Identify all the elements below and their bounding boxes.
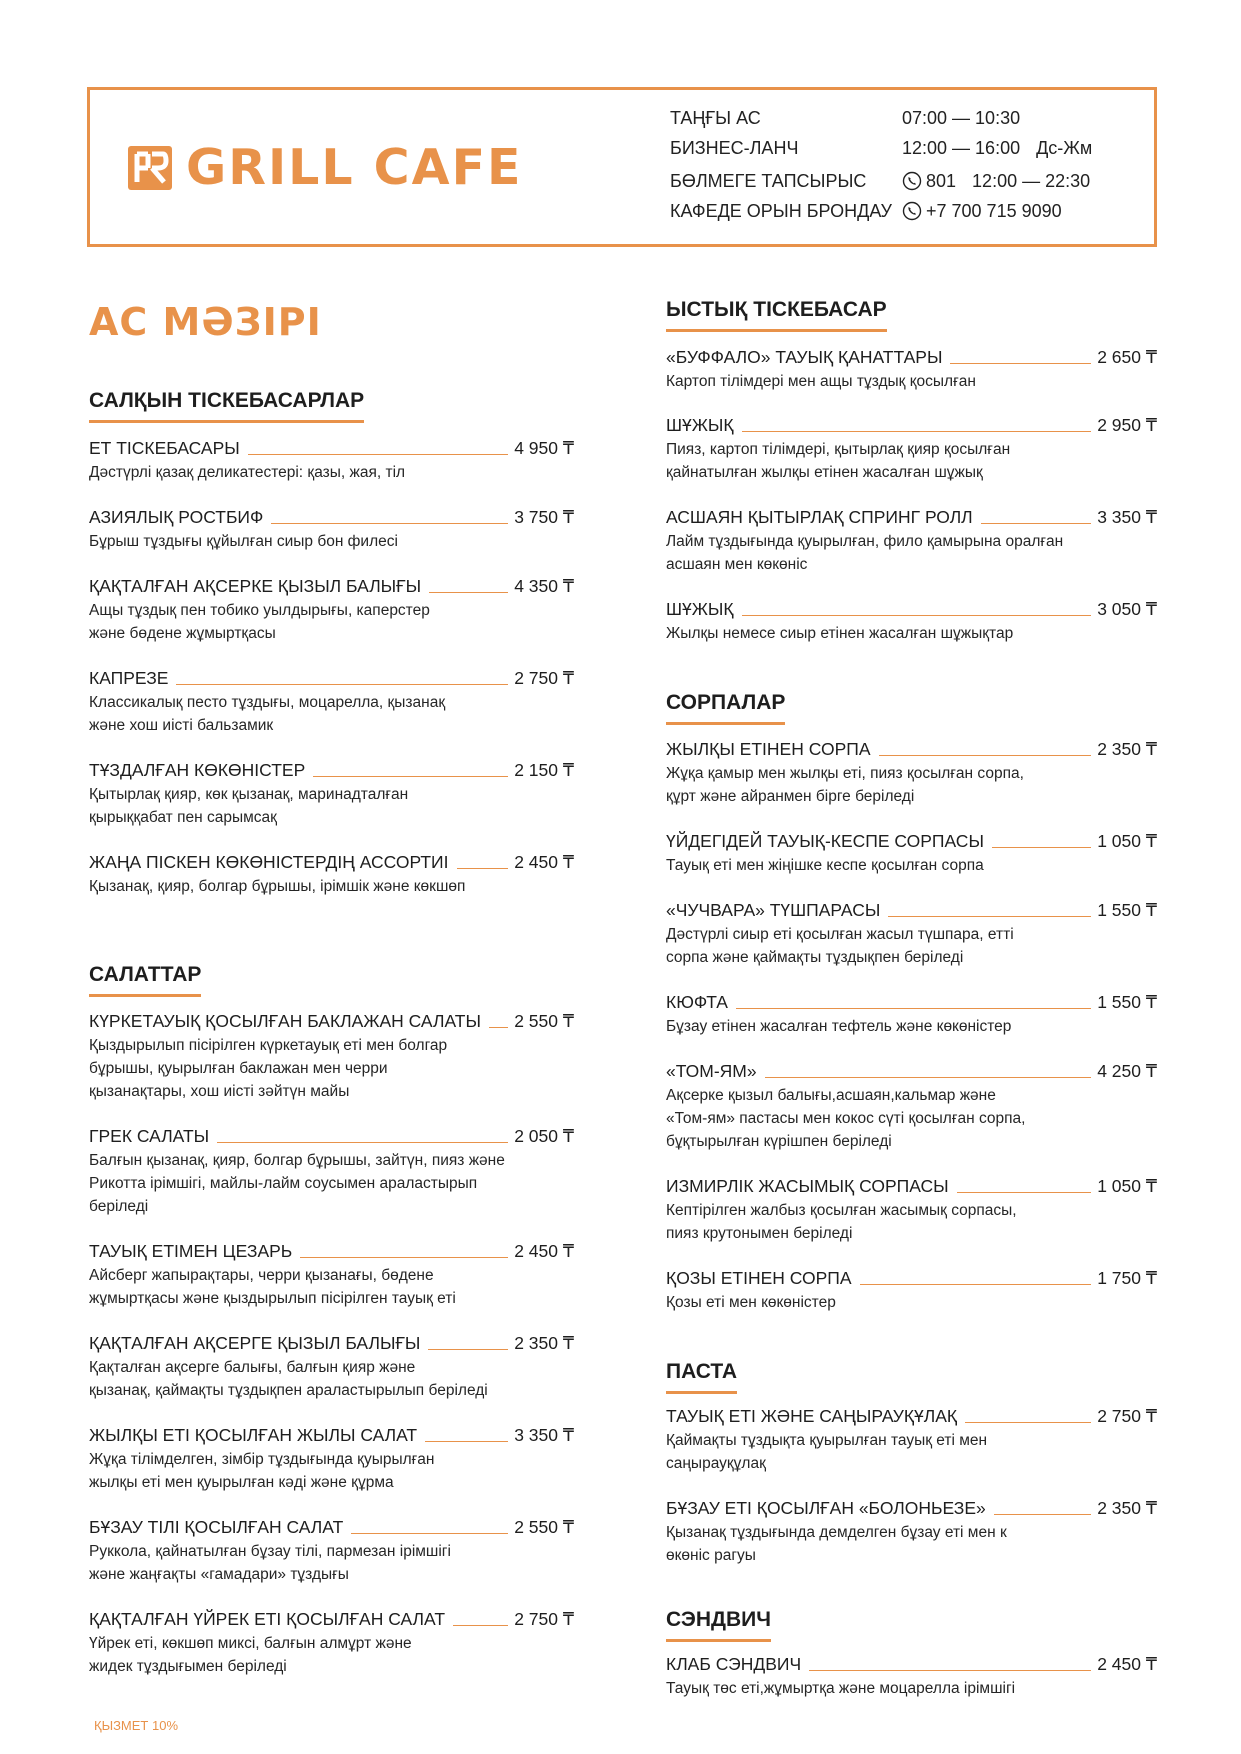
info-value <box>902 171 1090 192</box>
item-price: 2 650 ₸ <box>1097 347 1157 367</box>
item-name: ШҰЖЫҚ <box>666 599 734 619</box>
leader-line <box>742 431 1092 432</box>
header-box <box>87 87 1157 247</box>
leader-line <box>879 755 1092 756</box>
item-name: ЖАҢА ПІСКЕН КӨКӨНІСТЕРДІҢ АССОРТИІ <box>89 852 449 872</box>
item-description: Қызанақ, қияр, болгар бұрышы, ірімшік және көкшөп <box>89 878 466 895</box>
item-description: Айсберг жапырақтары, черри қызанағы, бөдене жұмыртқасы және қыздырылып пісірілген тауық еті <box>89 1267 456 1307</box>
item-price: 2 350 ₸ <box>1097 1498 1157 1518</box>
item-name: КАПРЕЗЕ <box>89 668 169 688</box>
leader-line <box>428 1349 508 1350</box>
menu-item <box>666 346 1157 393</box>
info-value: 07:00 — 10:30 <box>902 107 1021 128</box>
item-description: Бұрыш тұздығы құйылған сиыр бон филесі <box>89 533 398 550</box>
menu-item <box>89 1010 574 1103</box>
item-name: ҮЙДЕГІДЕЙ ТАУЫҚ-КЕСПЕ СОРПАСЫ <box>666 831 984 851</box>
item-description: Жылқы немесе сиыр етінен жасалған шұжықтар <box>666 625 1014 642</box>
info-label: ТАҢҒЫ АС <box>670 107 761 128</box>
item-name: БҰЗАУ ЕТІ ҚОСЫЛҒАН «БОЛОНЬЕЗЕ» <box>666 1498 986 1518</box>
section-title: ПАСТА <box>666 1360 737 1394</box>
menu-item <box>666 899 1157 969</box>
item-price: 4 950 ₸ <box>514 438 574 458</box>
item-price: 2 450 ₸ <box>1097 1654 1157 1674</box>
item-description: Қақталған ақсерге балығы, балғын қияр және қызанақ, қаймақты тұздықпен араластырылып беріледі <box>89 1359 488 1399</box>
item-price: 2 050 ₸ <box>514 1126 574 1146</box>
item-description: Жұқа қамыр мен жылқы еті, пияз қосылған сорпа, құрт және айранмен бірге беріледі <box>666 765 1024 805</box>
menu-item <box>666 991 1157 1038</box>
item-description: Кептірілген жалбыз қосылған жасымық сорпасы, пияз крутонымен беріледі <box>666 1202 1017 1242</box>
leader-line <box>981 523 1092 524</box>
item-name: ТҰЗДАЛҒАН КӨКӨНІСТЕР <box>89 760 306 780</box>
leader-line <box>313 776 508 777</box>
reservation-phone[interactable]: +7 700 715 9090 <box>926 200 1062 221</box>
item-description: Дәстүрлі сиыр еті қосылған жасыл түшпара, етті сорпа және қаймақты тұздықпен беріледі <box>666 926 1014 966</box>
item-price: 4 350 ₸ <box>514 576 574 596</box>
section-salads <box>89 963 574 1675</box>
menu-item <box>89 437 574 484</box>
item-price: 2 450 ₸ <box>514 852 574 872</box>
leader-line <box>217 1142 508 1143</box>
info-days: Дс-Жм <box>1036 137 1093 158</box>
leader-line <box>950 363 1091 364</box>
menu-item <box>666 1653 1157 1700</box>
leader-line <box>425 1441 508 1442</box>
item-name: ҚАҚТАЛҒАН АҚСЕРКЕ ҚЫЗЫЛ БАЛЫҒЫ <box>89 576 422 596</box>
menu-item <box>666 598 1157 645</box>
item-name: ЖЫЛҚЫ ЕТІНЕН СОРПА <box>666 739 871 759</box>
leader-line <box>248 454 508 455</box>
item-description: Классикалық песто тұздығы, моцарелла, қызанақ және хош иісті бальзамик <box>89 694 446 734</box>
item-price: 1 550 ₸ <box>1097 992 1157 1012</box>
menu-item <box>666 1267 1157 1314</box>
item-price: 2 750 ₸ <box>514 1609 574 1629</box>
item-name: АЗИЯЛЫҚ РОСТБИФ <box>89 507 264 527</box>
item-name: БҰЗАУ ТІЛІ ҚОСЫЛҒАН САЛАТ <box>89 1517 344 1537</box>
item-price: 3 050 ₸ <box>1097 599 1157 619</box>
menu-item <box>666 414 1157 484</box>
room-phone[interactable]: 801 <box>926 170 957 191</box>
item-price: 2 450 ₸ <box>514 1241 574 1261</box>
item-price: 2 750 ₸ <box>514 668 574 688</box>
info-business-lunch <box>670 131 1092 165</box>
item-description: Ащы тұздық пен тобико уылдырығы, каперстер және бөдене жұмыртқасы <box>89 602 430 642</box>
item-price: 1 750 ₸ <box>1097 1268 1157 1288</box>
menu-item <box>666 830 1157 877</box>
menu-item <box>666 1497 1157 1567</box>
menu-item <box>89 1240 574 1310</box>
item-description: Қаймақты тұздықта қуырылған тауық еті мен саңырауқұлақ <box>666 1432 988 1472</box>
section-title: САЛАТТАР <box>89 963 201 997</box>
menu-item <box>89 851 574 898</box>
info-reservation <box>670 194 1062 228</box>
leader-line <box>736 1008 1091 1009</box>
section-title: СОРПАЛАР <box>666 691 785 725</box>
menu-item <box>89 506 574 553</box>
page-title: АС МӘЗІРІ <box>89 300 322 344</box>
leader-line <box>765 1077 1092 1078</box>
phone-icon <box>902 201 922 221</box>
leader-line <box>994 1514 1091 1515</box>
service-charge-note: ҚЫЗМЕТ 10% <box>94 1718 179 1733</box>
item-description: Жұқа тілімделген, зімбір тұздығында қуырылған жылқы еті мен қуырылған кәді және құрма <box>89 1451 435 1491</box>
item-name: ШҰЖЫҚ <box>666 415 734 435</box>
brand-name: GRILL CAFE <box>186 139 523 196</box>
item-description: Қызанақ тұздығында демделген бұзау еті мен к өкөніс рагуы <box>666 1524 1007 1564</box>
leader-line <box>965 1422 1091 1423</box>
logo <box>128 139 523 196</box>
menu-item <box>666 1405 1157 1475</box>
item-price: 3 350 ₸ <box>514 1425 574 1445</box>
item-price: 2 950 ₸ <box>1097 415 1157 435</box>
section-hot-appetizers <box>666 298 1157 642</box>
item-name: ИЗМИРЛІК ЖАСЫМЫҚ СОРПАСЫ <box>666 1176 949 1196</box>
leader-line <box>489 1027 508 1028</box>
item-price: 2 750 ₸ <box>1097 1406 1157 1426</box>
info-label: БИЗНЕС-ЛАНЧ <box>670 137 799 158</box>
item-description: Пияз, картоп тілімдері, қытырлақ қияр қосылған қайнатылған жылқы етінен жасалған шұжық <box>666 441 1011 481</box>
leader-line <box>351 1533 508 1534</box>
item-description: Қытырлақ қияр, көк қызанақ, маринадталған қырыққабат пен сарымсақ <box>89 786 409 826</box>
menu-item <box>666 1175 1157 1245</box>
item-description: Дәстүрлі қазақ деликатестері: қазы, жая, тіл <box>89 464 406 481</box>
section-sandwich <box>666 1608 1157 1697</box>
menu-item <box>666 738 1157 808</box>
leader-line <box>888 916 1091 917</box>
item-description: Бұзау етінен жасалған тефтель және көкөністер <box>666 1018 1012 1035</box>
item-name: «БУФФАЛО» ТАУЫҚ ҚАНАТТАРЫ <box>666 347 943 367</box>
leader-line <box>742 615 1092 616</box>
info-room-order <box>670 164 1090 198</box>
item-price: 4 250 ₸ <box>1097 1061 1157 1081</box>
item-name: ЕТ ТІСКЕБАСАРЫ <box>89 438 240 458</box>
item-name: ГРЕК САЛАТЫ <box>89 1126 210 1146</box>
item-name: ЖЫЛҚЫ ЕТІ ҚОСЫЛҒАН ЖЫЛЫ САЛАТ <box>89 1425 418 1445</box>
menu-item <box>89 1516 574 1586</box>
item-price: 1 050 ₸ <box>1097 1176 1157 1196</box>
menu-item <box>89 1332 574 1402</box>
item-price: 2 350 ₸ <box>1097 739 1157 759</box>
menu-item <box>89 1125 574 1218</box>
section-soups <box>666 691 1157 1311</box>
info-label: КАФЕДЕ ОРЫН БРОНДАУ <box>670 200 892 221</box>
menu-item <box>666 506 1157 576</box>
item-name: КҮРКЕТАУЫҚ ҚОСЫЛҒАН БАКЛАЖАН САЛАТЫ <box>89 1011 481 1031</box>
item-description: Тауық төс еті,жұмыртқа және моцарелла ірімшігі <box>666 1680 1016 1697</box>
item-description: Ақсерке қызыл балығы,асшаян,кальмар және «Том-ям» пастасы мен кокос сүті қосылған сорпа, бұқтырылған күрішпен беріледі <box>666 1087 1026 1150</box>
item-price: 3 750 ₸ <box>514 507 574 527</box>
item-description: Үйрек еті, көкшөп миксі, балғын алмұрт және жидек тұздығымен беріледі <box>89 1635 412 1675</box>
item-description: Қыздырылып пісірілген күркетауық еті мен болгар бұрышы, қуырылған баклажан мен черри қызанақтары, хош иісті зәйтүн майы <box>89 1037 448 1100</box>
info-value <box>902 201 1062 222</box>
room-hours: 12:00 — 22:30 <box>972 170 1091 191</box>
item-description: Балғын қызанақ, қияр, болгар бұрышы, зайтүн, пияз және Рикотта ірімшігі, майлы-лайм соусымен араластырып беріледі <box>89 1152 505 1215</box>
section-title: ЫСТЫҚ ТІСКЕБАСАР <box>666 298 887 332</box>
item-name: «ТОМ-ЯМ» <box>666 1061 757 1081</box>
item-name: ҚАҚТАЛҒАН ҮЙРЕК ЕТІ ҚОСЫЛҒАН САЛАТ <box>89 1609 446 1629</box>
item-description: Лайм тұздығында қуырылған, фило қамырына оралған асшаян мен көкөніс <box>666 533 1064 573</box>
item-name: ТАУЫҚ ЕТІМЕН ЦЕЗАРЬ <box>89 1241 293 1261</box>
leader-line <box>271 523 508 524</box>
leader-line <box>300 1257 508 1258</box>
leader-line <box>457 868 509 869</box>
leader-line <box>957 1192 1092 1193</box>
item-description: Тауық еті мен жіңішке кеспе қосылған сорпа <box>666 857 984 874</box>
item-name: «ЧУЧВАРА» ТҮШПАРАСЫ <box>666 900 881 920</box>
item-price: 2 550 ₸ <box>514 1517 574 1537</box>
section-title: СЭНДВИЧ <box>666 1608 771 1642</box>
item-name: АСШАЯН ҚЫТЫРЛАҚ СПРИНГ РОЛЛ <box>666 507 973 527</box>
leader-line <box>429 592 508 593</box>
item-price: 1 050 ₸ <box>1097 831 1157 851</box>
leader-line <box>992 847 1091 848</box>
item-description: Қозы еті мен көкөністер <box>666 1294 836 1311</box>
item-price: 2 150 ₸ <box>514 760 574 780</box>
menu-item <box>89 1608 574 1678</box>
leader-line <box>860 1284 1092 1285</box>
menu-item <box>89 575 574 645</box>
leader-line <box>176 684 508 685</box>
info-label: БӨЛМЕГЕ ТАПСЫРЫС <box>670 170 867 191</box>
item-name: ҚАҚТАЛҒАН АҚСЕРГЕ ҚЫЗЫЛ БАЛЫҒЫ <box>89 1333 421 1353</box>
item-price: 1 550 ₸ <box>1097 900 1157 920</box>
item-description: Картоп тілімдері мен ащы тұздық қосылған <box>666 373 976 390</box>
item-name: ҚОЗЫ ЕТІНЕН СОРПА <box>666 1268 852 1288</box>
item-price: 2 550 ₸ <box>514 1011 574 1031</box>
item-name: КЛАБ СЭНДВИЧ <box>666 1654 802 1674</box>
phone-icon <box>902 171 922 191</box>
info-time: 12:00 — 16:00 <box>902 137 1021 158</box>
menu-item <box>89 1424 574 1494</box>
leader-line <box>809 1670 1091 1671</box>
item-price: 2 350 ₸ <box>514 1333 574 1353</box>
info-breakfast <box>670 101 1020 135</box>
menu-item <box>666 1060 1157 1153</box>
item-price: 3 350 ₸ <box>1097 507 1157 527</box>
item-description: Руккола, қайнатылған бұзау тілі, пармезан ірімшігі және жаңғақты «гамадари» тұздығы <box>89 1543 451 1583</box>
logo-icon <box>128 146 172 190</box>
section-title: САЛҚЫН ТІСКЕБАСАРЛАР <box>89 389 364 423</box>
item-name: КЮФТА <box>666 992 728 1012</box>
menu-item <box>89 667 574 737</box>
item-name: ТАУЫҚ ЕТІ ЖӘНЕ САҢЫРАУҚҰЛАҚ <box>666 1406 958 1426</box>
section-cold-appetizers <box>89 389 574 895</box>
section-pasta <box>666 1360 1157 1564</box>
info-value <box>902 138 1092 159</box>
menu-item <box>89 759 574 829</box>
leader-line <box>453 1625 508 1626</box>
